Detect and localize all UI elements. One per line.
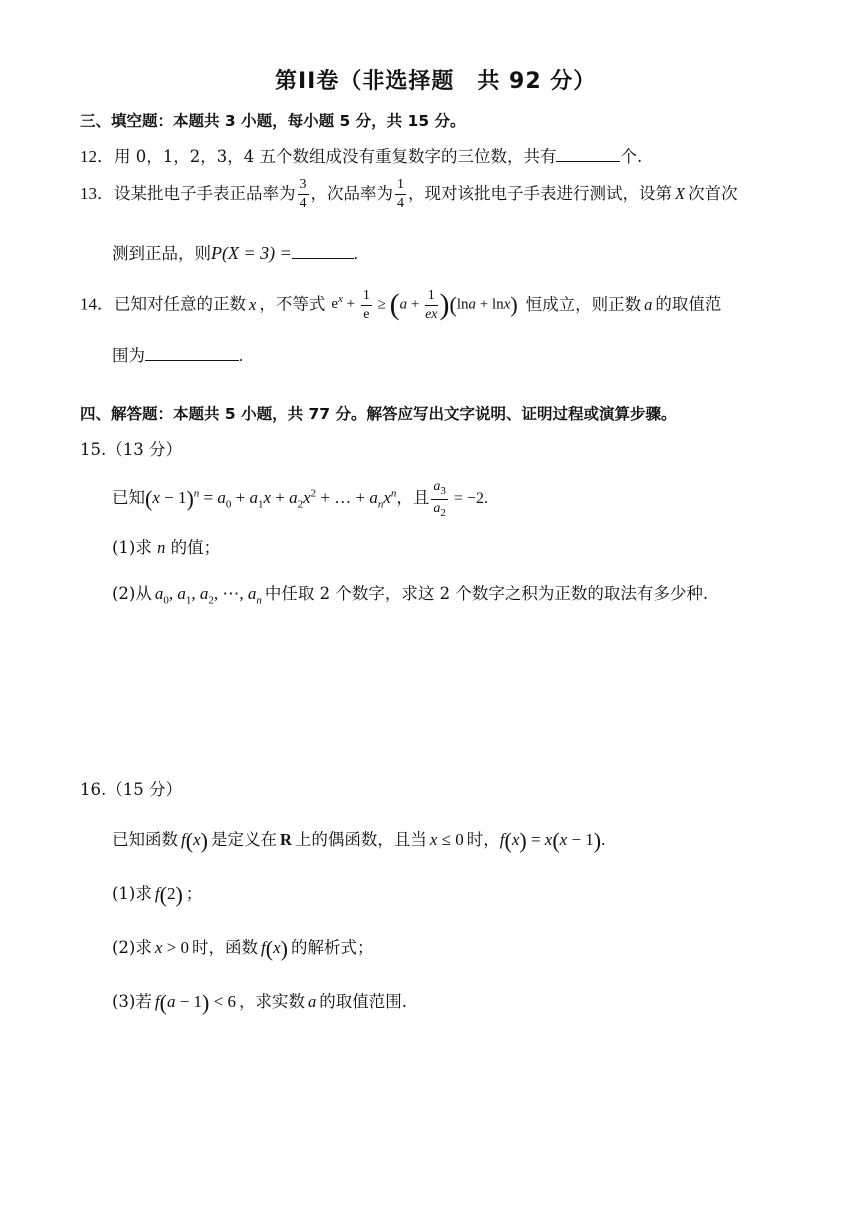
part-suffix: 的取值范围. — [319, 992, 407, 1011]
coefficient-set: $a_0$, $a_1$, $a_2$, ⋯, $a_n$ — [154, 584, 262, 607]
question-16-number: 16.（15 分） — [80, 780, 182, 799]
question-text-c: ，现对该批电子手表进行测试，设第 — [408, 184, 672, 203]
coefficient-ratio: $\frac{a_3}{a_2}$ = −2. — [433, 479, 488, 519]
part-prefix: (2)求 — [112, 938, 152, 957]
question-text-a: 已知对任意的正数 — [114, 294, 246, 314]
question-tail: 个. — [620, 147, 643, 166]
answer-blank — [292, 244, 354, 259]
question-16-part-2 — [112, 934, 373, 962]
function-f-x: f(x) — [261, 936, 288, 962]
part-prefix: (1)求 — [112, 884, 152, 903]
fraction-one-quarter: $\frac{1}{4}$ — [397, 177, 404, 211]
question-number: 14． — [80, 294, 114, 314]
binomial-expansion: $(x - 1)^n = a_0 + a_1x + a_2x^2$ + … + $a_nx^n$ — [145, 486, 397, 512]
question-16-given — [112, 826, 605, 854]
part-prefix: (3)若 — [112, 992, 152, 1011]
question-15-number: 15.（13 分） — [80, 440, 182, 459]
question-13-line-2: 测到正品，则P(X = 3) = . — [112, 243, 358, 263]
question-text-d: 次首次 — [688, 184, 738, 203]
section-4-heading: 四、解答题：本题共 5 小题，共 77 分。解答应写出文字说明、证明过程或演算步骤。 — [80, 405, 677, 423]
question-text-b: ，次品率为 — [310, 184, 393, 203]
question-text: 围为 — [112, 346, 145, 365]
question-14-line-2: 围为 . — [112, 346, 244, 365]
question-16-part-1 — [112, 880, 202, 908]
question-text: 用 0，1，2，3，4 五个数组成没有重复数字的三位数，共有 — [114, 147, 557, 166]
given-prefix: 已知 — [112, 487, 145, 507]
question-text-a: 设某批电子手表正品率为 — [114, 184, 296, 203]
part-mid: 时，函数 — [192, 938, 259, 957]
probability-expression: P(X = 3) = — [211, 243, 292, 263]
fraction-three-quarters: $\frac{3}{4}$ — [299, 177, 307, 211]
part-mid: ，求实数 — [238, 992, 305, 1011]
expression-f-2: f(2) — [154, 882, 183, 908]
inequality: f(a − 1) < 6 — [154, 990, 236, 1016]
part-suffix: 中任取 2 个数字，求这 2 个数字之积为正数的取法有多少种. — [264, 584, 709, 603]
part-suffix: ； — [185, 884, 203, 903]
variable-x: X — [675, 184, 686, 203]
given-b: 是定义在 — [210, 830, 277, 849]
question-15-given — [112, 480, 488, 519]
given-c: 上的偶函数，且当 — [294, 830, 427, 849]
section-3-heading: 三、填空题：本题共 3 小题，每小题 5 分，共 15 分。 — [80, 112, 466, 130]
answer-blank — [145, 346, 239, 361]
function-f-x: f(x) — [181, 828, 208, 854]
part-suffix: 的解析式； — [290, 938, 374, 957]
part-prefix: (2)从 — [112, 584, 152, 603]
page-title: 第II卷（非选择题 共 92 分） — [275, 69, 597, 94]
question-number: 13． — [80, 184, 114, 203]
answer-blank — [556, 147, 620, 162]
question-number: 12． — [80, 147, 114, 166]
question-text: 测到正品，则 — [112, 244, 211, 263]
condition: x > 0 — [154, 938, 190, 957]
given-d: 时， — [466, 830, 500, 849]
question-13 — [80, 178, 738, 211]
question-12 — [80, 142, 642, 167]
variable-x: x — [249, 294, 257, 314]
question-text-d: 的取值范 — [655, 294, 722, 314]
function-definition: f(x) = x(x − 1). — [499, 828, 606, 854]
and-word: ，且 — [396, 487, 430, 507]
real-numbers-symbol: R — [279, 830, 292, 849]
question-text-b: ，不等式 — [259, 294, 326, 314]
question-14 — [80, 288, 721, 322]
condition: x ≤ 0 — [429, 830, 464, 849]
inequality: $e^x$ + $\frac{1}{e}$ ≥ (a + $\frac{1}{ex}$ )(lna + lnx) — [331, 287, 518, 322]
question-16-part-3 — [112, 988, 407, 1016]
question-15-part-1: (1)求 n 的值； — [112, 538, 221, 557]
variable-a: a — [644, 294, 653, 314]
question-15-part-2 — [112, 580, 708, 606]
question-text-c: 恒成立，则正数 — [525, 294, 642, 314]
variable-a: a — [307, 992, 317, 1011]
given-a: 已知函数 — [112, 830, 178, 849]
